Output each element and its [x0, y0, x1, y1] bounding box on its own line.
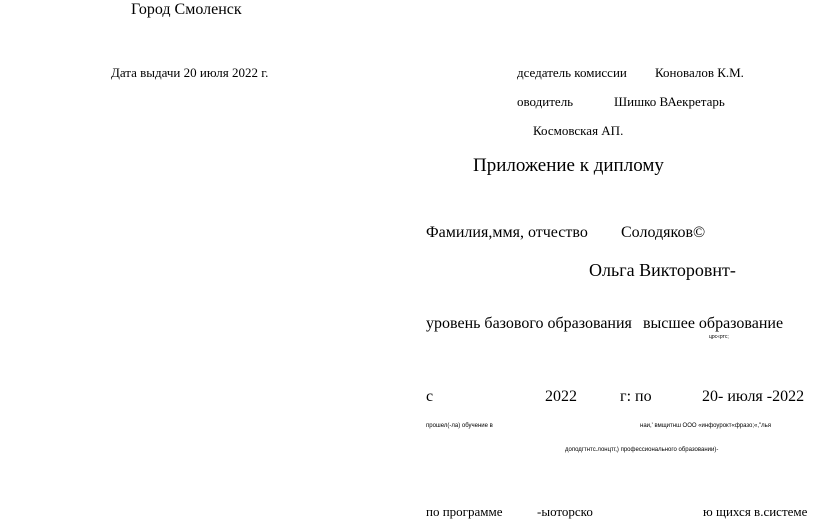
study-from-year: 2022: [545, 388, 577, 405]
city-name: Город Смоленск: [131, 1, 242, 18]
fio-surname: Солодяков©: [621, 224, 706, 241]
program-name-fragment: -ыоторско: [537, 504, 593, 519]
fio-given-name: Ольга Викторовнт-: [589, 260, 736, 280]
study-note-right: наи,' вмщитнш ООО «инфоурокт«фразо;«,"лья: [640, 423, 772, 429]
commission-chair-name: Коновалов К.М.: [655, 65, 744, 80]
study-to-label: г: по: [620, 388, 652, 405]
study-note-center: доподгтнтс.лонцтг,) профессионального образовании)-: [565, 447, 719, 453]
program-system-fragment: ю щихся в.системе: [703, 504, 808, 519]
education-level-label: уровень базового образования: [426, 315, 632, 332]
page-title: Приложение к диплому: [473, 155, 664, 176]
study-from-label: с: [426, 388, 434, 405]
education-level-value: высшее образование: [643, 315, 784, 332]
commission-lead-role: оводитель: [517, 94, 574, 109]
commission-secretary-name: Космовская АП.: [533, 123, 624, 138]
program-label: по программе: [426, 504, 503, 519]
education-level-note: црс«ртс;: [709, 334, 729, 340]
commission-chair-role: дседатель комиссии: [517, 65, 627, 80]
study-to-date: 20- июля -2022: [702, 388, 805, 405]
commission-lead-name: Шишко ВАекретарь: [614, 94, 725, 109]
fio-label: Фамилия,ммя, отчество: [426, 224, 588, 241]
issue-date: Дата выдачи 20 июля 2022 г.: [111, 65, 269, 80]
study-note-left: прошел(-ла) обучение в: [426, 423, 493, 429]
